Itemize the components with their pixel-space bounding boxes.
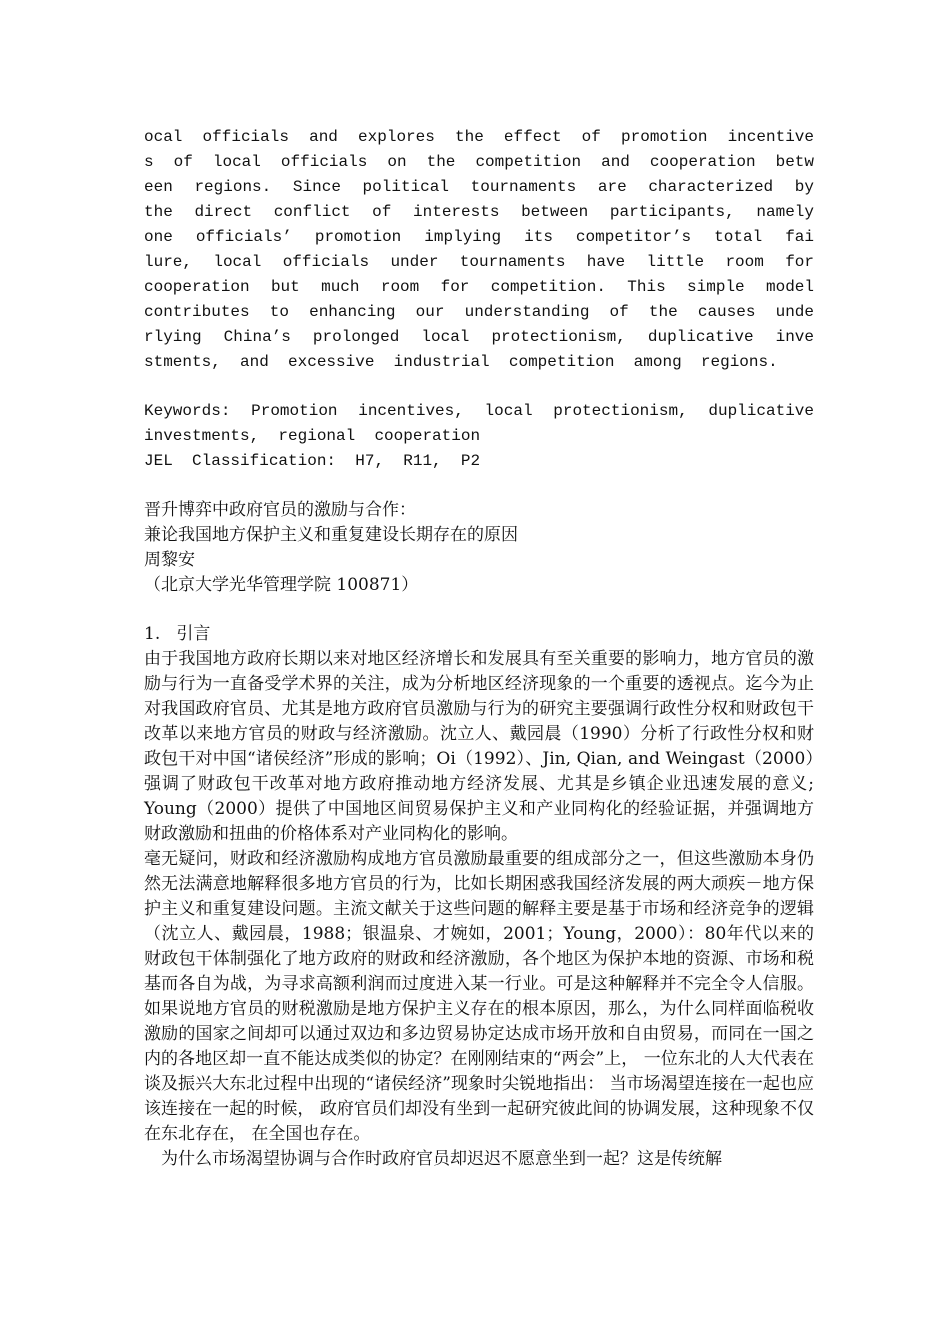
chinese-title-block <box>144 498 814 598</box>
abstract-line: one officials’ promotion implying its competitor’s total fai <box>144 228 814 246</box>
chinese-subtitle: 兼论我国地方保护主义和重复建设长期存在的原因 <box>144 525 518 545</box>
spacer <box>144 474 814 498</box>
abstract-line: cooperation but much room for competition. This simple model <box>144 278 814 296</box>
abstract-line: s of local officials on the competition and cooperation betw <box>144 153 814 171</box>
english-abstract <box>144 125 814 375</box>
abstract-line: ocal officials and explores the effect of promotion incentive <box>144 128 814 146</box>
body-paragraph: 毫无疑问，财政和经济激励构成地方官员激励最重要的组成部分之一，但这些激励本身仍然无法满意地解释很多地方官员的行为，比如长期困惑我国经济发展的两大顽疾－地方保护主义和重复建设问题。主流文献关于这些问题的解释主要是基于市场和经济竞争的逻辑（沈立人、戴园晨，1988；银温泉、才婉如，2001；Young，2000）：80年代以来的财政包干体制强化了地方政府的财政和经济激励，各个地区为保护本地的资源、市场和税基而各自为战，为寻求高额利润而过度进入某一行业。可是这种解释并不完全令人信服。如果说地方官员的财税激励是地方保护主义存在的根本原因，那么，为什么同样面临税收激励的国家之间却可以通过双边和多边贸易协定达成市场开放和自由贸易，而同在一国之内的各地区却一直不能达成类似的协定？在刚刚结束的“两会”上， 一位东北的人大代表在谈及振兴大东北过程中出现的“诸侯经济”现象时尖锐地指出： 当市场渴望连接在一起也应该连接在一起的时候， 政府官员们却没有坐到一起研究彼此间的协调发展，这种现象不仅在东北存在， 在全国也存在。 <box>144 849 814 1144</box>
abstract-line: the direct conflict of interests between participants, namely <box>144 203 814 221</box>
keywords-line: Keywords: Promotion incentives, local protectionism, duplicative <box>144 402 814 420</box>
jel-classification: JEL Classification: H7, R11, P2 <box>144 452 481 470</box>
body-paragraph: 为什么市场渴望协调与合作时政府官员却迟迟不愿意坐到一起？这是传统解 <box>161 1149 722 1169</box>
abstract-line: stments, and excessive industrial competition among regions. <box>144 353 778 371</box>
keywords-line: investments, regional cooperation <box>144 427 481 445</box>
abstract-line: rlying China’s prolonged local protectionism, duplicative inve <box>144 328 814 346</box>
spacer <box>144 598 814 622</box>
chinese-title: 晋升博弈中政府官员的激励与合作： <box>144 500 416 520</box>
author-name: 周黎安 <box>144 550 195 570</box>
body-text <box>144 622 814 1172</box>
body-paragraph: 由于我国地方政府长期以来对地区经济增长和发展具有至关重要的影响力，地方官员的激励与行为一直备受学术界的关注，成为分析地区经济现象的一个重要的透视点。迄今为止对我国政府官员、尤其是地方政府官员激励与行为的研究主要强调行政性分权和财政包干改革以来地方官员的财政与经济激励。沈立人、戴园晨（1990）分析了行政性分权和财政包干对中国“诸侯经济”形成的影响；Oi（1992）、Jin, Qian, and Weingast（2000）强调了财政包干改革对地方政府推动地方经济发展、尤其是乡镇企业迅速发展的意义; Young（2000）提供了中国地区间贸易保护主义和产业同构化的经验证据，并强调地方财政激励和扭曲的价格体系对产业同构化的影响。 <box>144 649 814 844</box>
author-affiliation: （北京大学光华管理学院 100871） <box>144 575 419 595</box>
abstract-line: contributes to enhancing our understanding of the causes unde <box>144 303 814 321</box>
section-heading: 1. 引言 <box>144 624 211 644</box>
spacer <box>144 375 814 399</box>
keywords-block <box>144 399 814 474</box>
document-page <box>144 125 814 1172</box>
abstract-line: een regions. Since political tournaments are characterized by <box>144 178 814 196</box>
abstract-line: lure, local officials under tournaments have little room for <box>144 253 814 271</box>
